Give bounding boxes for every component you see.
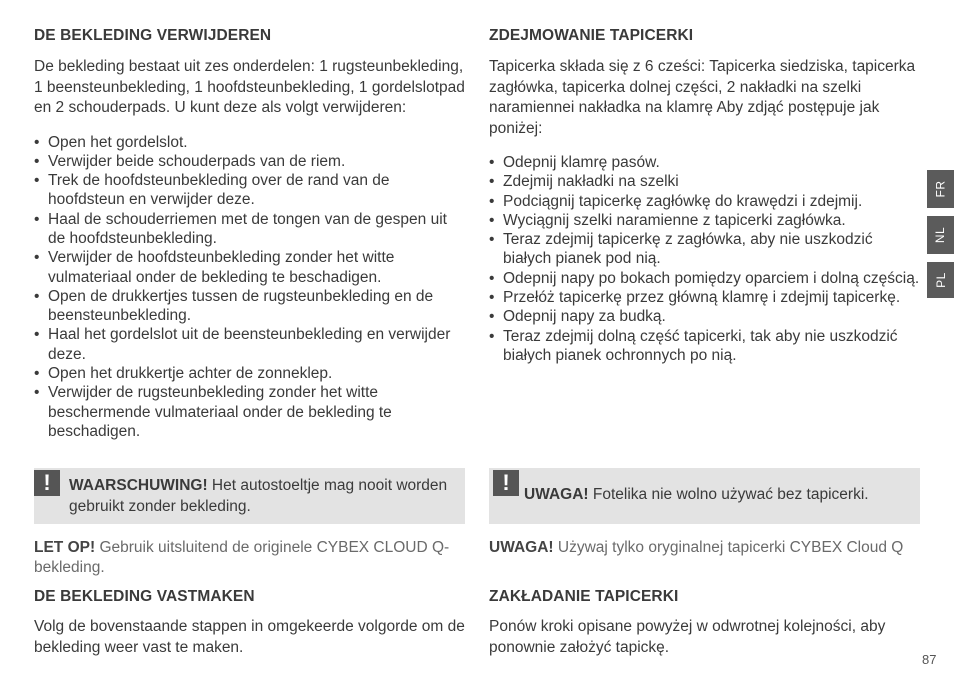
steps-list-nl	[34, 133, 466, 442]
attach-paragraph-pl: Ponów kroki opisane powyżej w odwrotnej kolejności, aby ponownie założyć tapickę.	[489, 618, 886, 656]
section-heading-attach-nl: DE BEKLEDING VASTMAKEN	[34, 588, 255, 605]
warning-message: Het autostoeltje mag nooit worden gebruikt zonder bekleding.	[69, 477, 448, 515]
right-column	[489, 26, 921, 365]
attach-paragraph-nl: Volg de bovenstaande stappen in omgekeerde volgorde om de bekleding weer vast te maken.	[34, 618, 465, 656]
list-item: • Trek de hoofdsteunbekleding over de rand van de hoofdsteun en verwijder deze.	[34, 171, 466, 210]
note-label: UWAGA!	[489, 539, 554, 556]
warning-icon: !	[493, 470, 519, 496]
list-item: • Teraz zdejmij tapicerkę z zagłówka, aby nie uszkodzić białych pianek pod nią.	[489, 230, 921, 269]
steps-list-pl	[489, 153, 921, 365]
warning-box-pl	[489, 468, 920, 524]
list-item: • Haal de schouderriemen met de tongen van de gespen uit de hoofdsteunbekleding.	[34, 210, 466, 249]
language-tab-fr[interactable]: FR	[927, 170, 954, 208]
list-item: • Zdejmij nakładki na szelki	[489, 172, 921, 191]
note-text: Gebruik uitsluitend de originele CYBEX CLOUD Q-bekleding.	[34, 539, 450, 576]
language-tab-nl[interactable]: NL	[927, 216, 954, 254]
warning-text-nl	[69, 475, 449, 517]
list-item: • Odepnij napy za budką.	[489, 307, 921, 326]
attach-section-pl	[489, 587, 921, 658]
attach-section-nl	[34, 587, 466, 658]
list-item: • Przełóż tapicerkę przez główną klamrę i zdejmij tapicerkę.	[489, 288, 921, 307]
list-item: • Open het drukkertje achter de zonneklep.	[34, 364, 466, 383]
warning-icon: !	[34, 470, 60, 496]
list-item: • Open het gordelslot.	[34, 133, 466, 152]
section-heading-remove-pl: ZDEJMOWANIE TAPICERKI	[489, 27, 694, 44]
page-number: 87	[922, 652, 937, 667]
language-tab-pl[interactable]: PL	[927, 262, 954, 298]
list-item: • Verwijder de rugsteunbekleding zonder het witte beschermende vulmateriaal onder de bekleding te beschadigen.	[34, 383, 466, 441]
list-item: • Haal het gordelslot uit de beensteunbekleding en verwijder deze.	[34, 325, 466, 364]
list-item: • Odepnij napy po bokach pomiędzy oparciem i dolną częścią.	[489, 269, 921, 288]
list-item: • Verwijder de hoofdsteunbekleding zonder het witte vulmateriaal onder de bekleding te beschadigen.	[34, 248, 466, 287]
note-nl	[34, 538, 466, 578]
warning-box-nl	[34, 468, 465, 524]
warning-label: UWAGA!	[524, 486, 589, 503]
list-item: • Teraz zdejmij dolną część tapicerki, tak aby nie uszkodzić białych pianek ochronnych po nią.	[489, 327, 921, 366]
list-item: • Wyciągnij szelki naramienne z tapicerki zagłówka.	[489, 211, 921, 230]
note-text: Używaj tylko oryginalnej tapicerki CYBEX Cloud Q	[553, 539, 904, 556]
section-heading-attach-pl: ZAKŁADANIE TAPICERKI	[489, 588, 679, 605]
note-label: LET OP!	[34, 539, 96, 556]
section-heading-remove-nl: DE BEKLEDING VERWIJDEREN	[34, 27, 272, 44]
intro-paragraph-pl: Tapicerka składa się z 6 cześci: Tapicerka siedziska, tapicerka zagłówka, tapicerka dolnej części, 2 nakładki na szelki naramiennei nakładka na klamrę Aby zdjąć postępuje jak poniżej:	[489, 58, 916, 137]
list-item: • Odepnij klamrę pasów.	[489, 153, 921, 172]
warning-label: WAARSCHUWING!	[69, 477, 208, 494]
intro-paragraph-nl: De bekleding bestaat uit zes onderdelen: 1 rugsteunbekleding, 1 beensteunbekleding, 1 hoofdsteunbekleding, 1 gordelslotpad en 2 schouderpads. U kunt deze als volgt verwijderen:	[34, 58, 465, 116]
list-item: • Podciągnij tapicerkę zagłówkę do krawędzi i zdejmij.	[489, 192, 921, 211]
note-pl	[489, 538, 921, 558]
warning-message: Fotelika nie wolno używać bez tapicerki.	[588, 486, 869, 503]
warning-text-pl	[524, 484, 914, 505]
left-column	[34, 26, 466, 441]
list-item: • Verwijder beide schouderpads van de riem.	[34, 152, 466, 171]
list-item: • Open de drukkertjes tussen de rugsteunbekleding en de beensteunbekleding.	[34, 287, 466, 326]
